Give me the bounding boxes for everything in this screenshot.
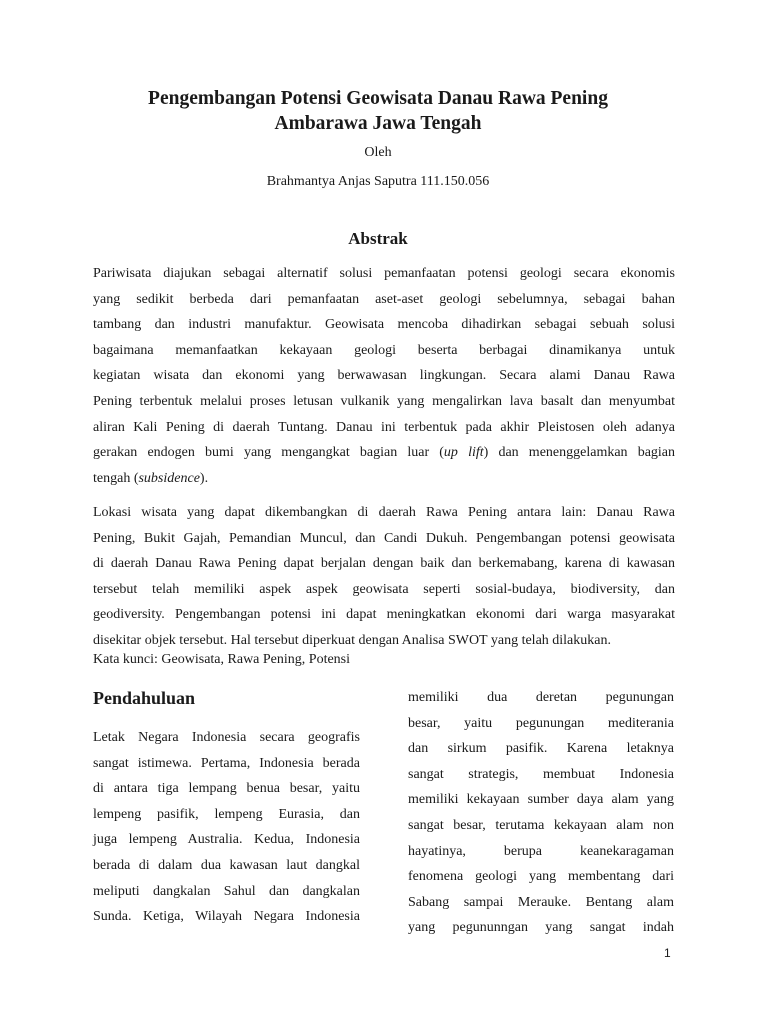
abstract-paragraph-2: [93, 500, 675, 654]
abstract-text: tengah (: [93, 470, 139, 486]
body-line: Sabang sampai Merauke. Bentang alam: [408, 894, 674, 910]
abstract-line: di daerah Danau Rawa Pening dapat berjalan dengan baik dan berkemabang, karena di kawasan: [93, 556, 675, 572]
abstract-line: tersebut telah memiliki aspek aspek geowisata seperti sosial-budaya, biodiversity, dan: [93, 581, 675, 597]
paper-title: [80, 86, 676, 136]
title-line-2: Ambarawa Jawa Tengah: [274, 113, 482, 134]
section-heading-introduction: Pendahuluan: [93, 688, 196, 708]
abstract-line: Pening terbentuk melalui proses letusan vulkanik yang mengalirkan lava basalt dan menyumbat: [93, 393, 675, 409]
body-line: juga lempeng Australia. Kedua, Indonesia: [93, 832, 360, 848]
body-line: dan sirkum pasifik. Karena letaknya: [408, 741, 674, 757]
author-line: Brahmantya Anjas Saputra 111.150.056: [266, 174, 490, 189]
abstract-line: kegiatan wisata dan ekonomi yang berwawasan lingkungan. Secara alami Danau Rawa: [93, 368, 675, 384]
by-label: Oleh: [364, 145, 392, 160]
abstract-line: disekitar objek tersebut. Hal tersebut diperkuat dengan Analisa SWOT yang telah dilakukan.: [93, 632, 611, 648]
abstract-line: yang sedikit berbeda dari pemanfaatan aset-aset geologi sebelumnya, sebagai bahan: [93, 291, 675, 307]
body-line: berada di dalam dua kawasan laut dangkal: [93, 857, 360, 873]
abstract-text: gerakan endogen bumi yang mengangkat bagian luar (: [93, 445, 444, 461]
body-line: memiliki kekayaan sumber daya alam yang: [408, 792, 674, 808]
body-line: yang pegununngan yang sangat indah: [408, 920, 674, 936]
body-line: Letak Negara Indonesia secara geografis: [93, 730, 360, 745]
abstract-text: ) dan menenggelamkan bagian: [483, 445, 676, 461]
body-line: lempeng pasifik, lempeng Eurasia, dan: [93, 806, 360, 822]
abstract-line: aliran Kali Pening di daerah Tuntang. Danau ini terbentuk pada akhir Pleistosen oleh adanya: [93, 419, 675, 435]
abstract-line: Lokasi wisata yang dapat dikembangkan di daerah Rawa Pening antara lain: Danau Rawa: [93, 505, 675, 520]
left-column-text: [93, 725, 360, 930]
body-line: di antara tiga lempang benua besar, yaitu: [93, 781, 360, 797]
abstract-line: [93, 440, 675, 466]
body-line: meliputi dangkalan Sahul dan dangkalan: [93, 883, 360, 899]
right-column-text: [408, 685, 674, 941]
abstract-line: [93, 466, 675, 492]
abstract-line: Pening, Bukit Gajah, Pemandian Muncul, dan Candi Dukuh. Pengembangan potensi geowisata: [93, 530, 675, 546]
body-line: fenomena geologi yang membentang dari: [408, 869, 674, 885]
abstract-line: tambang dan industri manufaktur. Geowisata mencoba dihadirkan sebagai sebuah solusi: [93, 317, 675, 333]
abstract-italic-term: up lift: [443, 445, 484, 461]
body-line: hayatinya, berupa keanekaragaman: [408, 843, 674, 859]
body-line: memiliki dua deretan pegunungan: [408, 690, 674, 705]
abstract-italic-term: subsidence: [138, 470, 200, 486]
abstract-line: Pariwisata diajukan sebagai alternatif solusi pemanfaatan potensi geologi secara ekonomis: [93, 266, 675, 281]
body-line: sangat istimewa. Pertama, Indonesia berada: [93, 755, 360, 771]
abstract-heading: Abstrak: [348, 229, 408, 248]
body-line: Sunda. Ketiga, Wilayah Negara Indonesia: [93, 909, 360, 925]
body-line: besar, yaitu pegunungan mediterania: [408, 715, 674, 731]
page-number: 1: [664, 946, 671, 960]
title-line-1: Pengembangan Potensi Geowisata Danau Rawa Pening: [148, 88, 608, 109]
body-line: sangat besar, terutama kekayaan alam non: [408, 817, 674, 833]
keywords-line: Kata kunci: Geowisata, Rawa Pening, Potensi: [93, 652, 351, 667]
abstract-text: ).: [199, 470, 209, 486]
body-line: sangat strategis, membuat Indonesia: [408, 766, 674, 782]
abstract-line: geodiversity. Pengembangan potensi ini dapat meningkatkan ekonomi dari warga masyarakat: [93, 607, 675, 623]
abstract-line: bagaimana memanfaatkan kekayaan geologi beserta berbagai dinamikanya untuk: [93, 342, 675, 358]
abstract-paragraph-1: [93, 261, 675, 491]
